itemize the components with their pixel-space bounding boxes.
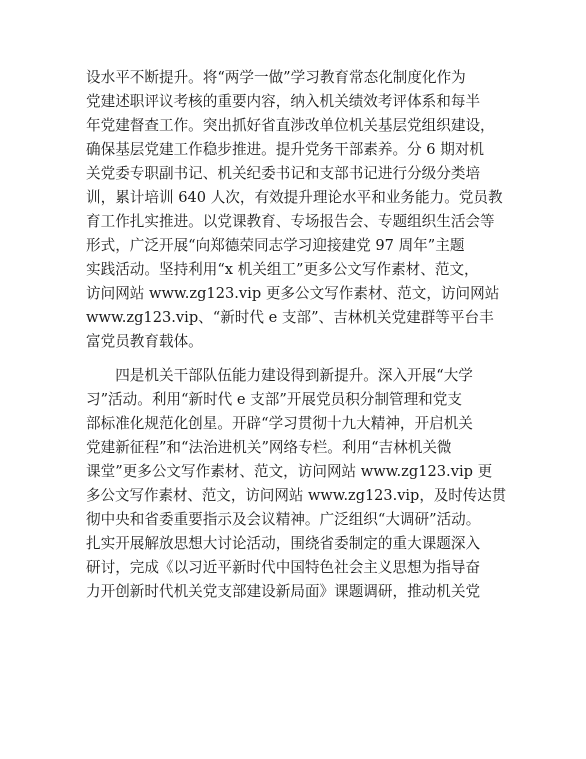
text-line: 年党建督查工作。突出抓好省直涉改单位机关基层党组织建设，	[86, 117, 495, 134]
text-line: 实践活动。坚持利用“x 机关组工”更多公文写作素材、范文，	[86, 261, 479, 278]
text-line: 确保基层党建工作稳步推进。提升党务干部素养。分 6 期对机	[86, 141, 485, 158]
text-line: 彻中央和省委重要指示及会议精神。广泛组织“大调研”活动。	[86, 511, 481, 528]
text-line: 训，累计培训 640 人次，有效提升理论水平和业务能力。党员教	[86, 189, 503, 206]
text-line: 富党员教育载体。	[86, 333, 203, 350]
text-line: 育工作扎实推进。以党课教育、专场报告会、专题组织生活会等	[86, 213, 495, 230]
text-line: 课堂”更多公文写作素材、范文，访问网站 www.zg123.vip 更	[86, 463, 493, 480]
text-line: 党建述职评议考核的重要内容，纳入机关绩效考评体系和每半	[86, 93, 481, 110]
text-line: 部标准化规范化创星。开辟“学习贯彻十九大精神，开启机关	[86, 415, 473, 432]
paragraph-1	[86, 66, 506, 354]
text-line: 党建新征程”和“法治进机关”网络专栏。利用“吉林机关微	[86, 439, 452, 456]
text-line: 形式，广泛开展“向郑德荣同志学习迎接建党 97 周年”主题	[86, 237, 465, 254]
text-line: 习”活动。利用“新时代 e 支部”开展党员积分制管理和党支	[86, 391, 462, 408]
text-line: 扎实开展解放思想大讨论活动，围绕省委制定的重大课题深入	[86, 535, 481, 552]
text-line: 设水平不断提升。将“两学一做”学习教育常态化制度化作为	[86, 69, 466, 86]
text-line: 访问网站 www.zg123.vip 更多公文写作素材、范文，访问网站	[86, 285, 500, 302]
text-line: 研讨，完成《以习近平新时代中国特色社会主义思想为指导奋	[86, 559, 481, 576]
text-line: 多公文写作素材、范文，访问网站 www.zg123.vip，及时传达贯	[86, 487, 507, 504]
paragraph-2	[86, 364, 506, 604]
text-line: 力开创新时代机关党支部建设新局面》课题调研，推动机关党	[86, 583, 481, 600]
text-line: 关党委专职副书记、机关纪委书记和支部书记进行分级分类培	[86, 165, 481, 182]
text-line: 四是机关干部队伍能力建设得到新提升。深入开展“大学	[86, 367, 473, 384]
text-line: www.zg123.vip、“新时代 e 支部”、吉林机关党建群等平台丰	[86, 309, 494, 326]
